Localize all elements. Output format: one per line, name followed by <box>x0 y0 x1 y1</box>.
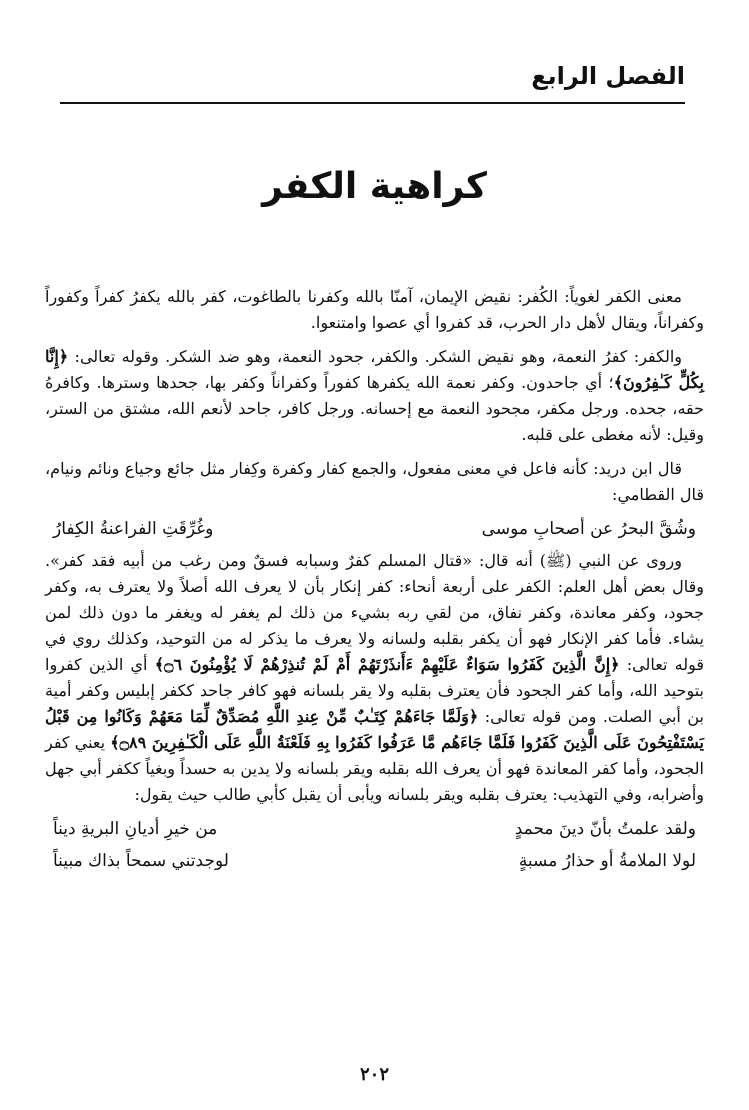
verse-first-half: ولقد علمتُ بأنّ دينَ محمدٍ <box>514 819 696 839</box>
chapter-rule <box>60 102 685 104</box>
paragraph-ibn-durayd <box>45 456 704 508</box>
paragraph-text: ؛ أي جاحدون. وكفر نعمة الله يكفرها كفوراً وكفراناً وكفر بها، جحدها وسترها. وكافرهُ حقه، جحده. ورجل مكفر، مجحود النعمة مع إحسانه. ورجل كافر، جاحد لأنعم الله، مشتق من الستر، وقيل: لأنه مغطى على قلبه. <box>45 373 705 444</box>
poem-verse <box>45 848 704 874</box>
paragraph-text: معنى الكفر لغوياً: الكُفر: نقيض الإيمان، آمنّا بالله وكفرنا بالطاغوت، كفر بالله يكفرُ كفراً وكفوراً وكفراناً، ويقال لأهل دار الحرب، قد كفروا أي عصوا وامتنعوا. <box>45 287 704 332</box>
poem-verse <box>45 516 704 542</box>
paragraph-text: وروى عن النبي (ﷺ) أنه قال: «قتال المسلم كفرٌ وسبابه فسقٌ ومن رغب من أبيه فقد كفر». وقال بعض أهل العلم: الكفر على أربعة أنحاء: كفر إنكار بأن لا يعرف الله أصلاً ولا يعترف به، وكفر جحود، وكفر معاندة، وكفر نفاق، من لقي ربه بشيء من ذلك لم يغفر له ويغفر ما دون ذلك لمن يشاء. فأما كفر الإنكار فهو أن يكفر بقلبه ولسانه ولا يعرف ما يذكر له من التوحيد، وكذلك روي في قوله تعالى: <box>45 551 705 674</box>
paragraph-text: يعني كفر الجحود، وأما كفر المعاندة فهو أن يعرف الله بقلبه ويقر بلسانه ولا يدين به حسداً وبغياً ككفر أبي جهل وأضرابه، وفي التهذيب: يعترف بقلبه ويقر بلسانه ويأبى أن يقبل كأبي طالب حيث يقول: <box>45 733 704 804</box>
poem-abu-talib <box>45 816 704 874</box>
paragraph-blessing <box>45 344 704 448</box>
paragraph-text: والكفر: كفرُ النعمة، وهو نقيض الشكر. والكفر، جحود النعمة، وهو ضد الشكر. وقوله تعالى: <box>68 347 682 366</box>
paragraph-definition <box>45 284 704 336</box>
paragraph-text: أي الذين كفروا بتوحيد الله، وأما كفر الجحود فأن يعترف بقلبه ولا يقر بلسانه فهو كافر جاحد ككفر إبليس وكفر أمية بن أبي الصلت. ومن قوله تعالى: <box>45 655 704 726</box>
body-text <box>45 284 704 880</box>
quran-verse: ﴿إِنَّ الَّذِينَ كَفَرُوا سَوَاءٌ عَلَيْهِمْ ءَأَنذَرْتَهُمْ أَمْ لَمْ تُنذِرْهُمْ لَا يُؤْمِنُونَ ۝٦﴾ <box>154 655 620 674</box>
page-number: ٢٠٢ <box>359 1064 389 1085</box>
verse-second-half: لوجدتني سمحاً بذاك مبيناً <box>53 851 229 871</box>
quran-verse: ﴿وَلَمَّا جَاءَهُمْ كِتَـٰبٌ مِّنْ عِندِ اللَّهِ مُصَدِّقٌ لِّمَا مَعَهُمْ وَكَانُوا مِن قَبْلُ يَسْتَفْتِحُونَ عَلَى الَّذِينَ كَفَرُوا فَلَمَّا جَاءَهُم مَّا عَرَفُوا كَفَرُوا بِهِ فَلَعْنَةُ اللَّهِ عَلَى الْكَـٰفِرِينَ ۝٨٩﴾ <box>45 707 704 752</box>
poem-verse <box>45 816 704 842</box>
verse-first-half: لولا الملامةُ أو حذارُ مسبةٍ <box>518 851 696 871</box>
quran-verse: ﴿إِنَّا بِكُلٍّ كَـٰفِرُونَ﴾ <box>45 347 704 392</box>
verse-second-half: من خيرِ أديانِ البريةِ ديناً <box>53 819 218 839</box>
paragraph-types-of-kufr <box>45 548 704 808</box>
verse-second-half: وغُرِّقَتِ الفراعنةُ الكِفارُ <box>53 519 214 539</box>
verse-first-half: وشُقَّ البحرُ عن أصحابِ موسى <box>481 519 696 539</box>
section-title: كراهية الكفر <box>262 166 487 207</box>
chapter-heading: الفصل الرابع <box>531 62 685 90</box>
paragraph-text: قال ابن دريد: كأنه فاعل في معنى مفعول، والجمع كفار وكفرة وكِفار مثل جائع وجياع ونائم ونيام، قال القطامي: <box>45 459 704 504</box>
